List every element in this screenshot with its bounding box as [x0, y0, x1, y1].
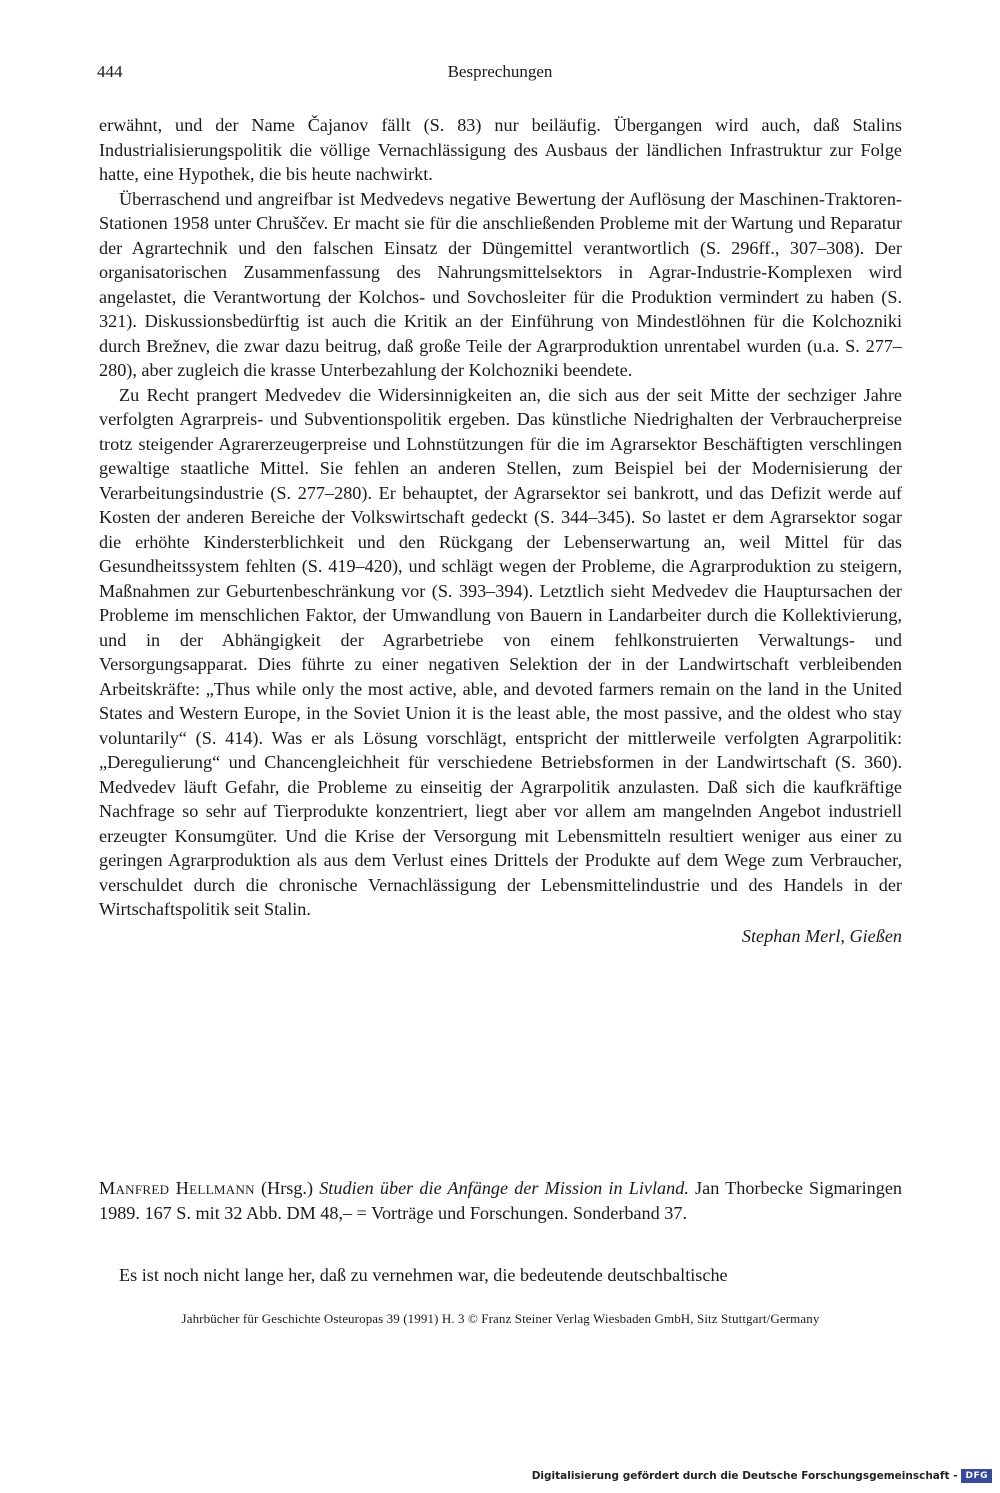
running-title: Besprechungen — [447, 62, 553, 81]
paragraph: erwähnt, und der Name Čajanov fällt (S. 83) nur beiläufig. Übergangen wird auch, daß Stalins Industrialisierungspolitik die völlige Vernachlässigung des Ausbaus der ländlichen Infrastruktur zur Folge hatte, eine Hypothek, die bis heute nachwirkt. — [99, 115, 902, 184]
paragraph: Zu Recht prangert Medvedev die Widersinnigkeiten an, die sich aus der seit Mitte der sechziger Jahre verfolgten Agrarpreis- und Subventionspolitik ergeben. Das künstliche Niedrighalten der Verbraucherpreise trotz steigender Agrarerzeugerpreise und Lohnstützungen für die im Agrarsektor Beschäftigten verschlingen gewaltige staatliche Mittel. Sie fehlen an anderen Stellen, zum Beispiel bei der Modernisierung der Verarbeitungsindustrie (S. 277–280). Er behauptet, der Agrarsektor sei bankrott, und das Defizit werde auf Kosten der anderen Bereiche der Volkswirtschaft gedeckt (S. 344–345). So lastet er dem Agrarsektor sogar die erhöhte Kindersterblichkeit und den Rückgang der Lebenserwartung an, weil Mittel für das Gesundheitssystem fehlten (S. 419–420), und schlägt wegen der Probleme, die Agrarproduktion zu steigern, Maßnahmen zur Geburtenbeschränkung vor (S. 393–394). Letztlich sieht Medvedev die Hauptursachen der Probleme im menschlichen Faktor, der Umwandlung von Bauern in Landarbeiter durch die Kollektivierung, und in der Abhängigkeit der Agrarbetriebe von einem fehlkonstruierten Verwaltungs- und Versorgungsapparat. Dies führte zu einer negativen Selektion der in der Landwirtschaft verbleibenden Arbeitskräfte: „Thus while only the most active, able, and devoted farmers remain on the land in the United States and Western Europe, in the Soviet Union it is the least able, the most passive, and the oldest who stay voluntarily“ (S. 414). Was er als Lösung vorschlägt, entspricht der mittlerweile verfolgten Agrarpolitik: „Deregulierung“ und Chancengleichheit für verschiedene Betriebsformen in der Landwirtschaft (S. 360). Medvedev läuft Gefahr, die Probleme zu einseitig der Agrarpolitik anzulasten. Daß sich die kaufkräftige Nachfrage so sehr auf Tierprodukte konzentriert, liegt aber vor allem am mangelnden Angebot industriell erzeugter Konsumgüter. Und die Krise der Versorgung mit Lebensmitteln resultiert weniger aus einer zu geringen Agrarproduktion als aus dem Verlust eines Drittels der Produkte auf dem Wege zum Verbraucher, verschuldet durch die chronische Vernachlässigung der Lebensmittelindustrie und des Handels in der Wirtschaftspolitik seit Stalin. — [99, 384, 902, 919]
review-opening-line: Es ist noch nicht lange her, daß zu vernehmen war, die bedeutende deutschbaltische — [119, 1265, 728, 1285]
review-author: Manfred Hellmann — [99, 1178, 255, 1198]
review-publication: Jan Thorbecke Sigmaringen 1989. 167 S. mit 32 Abb. DM 48,– = Vorträge und Forschungen. Sonderband 37. — [99, 1178, 902, 1223]
dfg-logo: DFG — [961, 1469, 992, 1483]
journal-footer: Jahrbücher für Geschichte Osteuropas 39 (1991) H. 3 © Franz Steiner Verlag Wiesbaden GmbH, Sitz Stuttgart/Germany — [181, 1311, 820, 1326]
page-number: 444 — [97, 62, 123, 81]
page-header — [97, 62, 903, 86]
review-citation — [99, 1176, 902, 1225]
digitization-note — [532, 1467, 992, 1485]
main-text — [99, 113, 902, 948]
review-role: (Hrsg.) — [261, 1178, 314, 1198]
paragraph: Überraschend und angreifbar ist Medvedevs negative Bewertung der Auflösung der Maschinen-Traktoren-Stationen 1958 unter Chruščev. Er macht sie für die anschließenden Probleme mit der Wartung und Reparatur der Agrartechnik und den falschen Einsatz der Düngemittel verantwortlich (S. 296ff., 307–308). Der organisatorischen Zusammenfassung des Nahrungsmittelsektors in Agrar-Industrie-Komplexen wird angelastet, die Verantwortung der Kolchos- und Sovchosleiter für die Produktion vermindert zu haben (S. 321). Diskussionsbedürftig ist auch die Kritik an der Einführung von Mindestlöhnen für die Kolchozniki durch Brežnev, die zwar dazu beitrug, daß große Teile der Agrarproduktion unrentabel wurden (u.a. S. 277–280), aber zugleich die krasse Unterbezahlung der Kolchozniki beendete. — [99, 188, 902, 380]
digitization-text: Digitalisierung gefördert durch die Deutsche Forschungsgemeinschaft - — [531, 1470, 958, 1482]
review-book-title: Studien über die Anfänge der Mission in Livland. — [319, 1178, 689, 1198]
reviewer-signature: Stephan Merl, Gießen — [741, 925, 902, 946]
